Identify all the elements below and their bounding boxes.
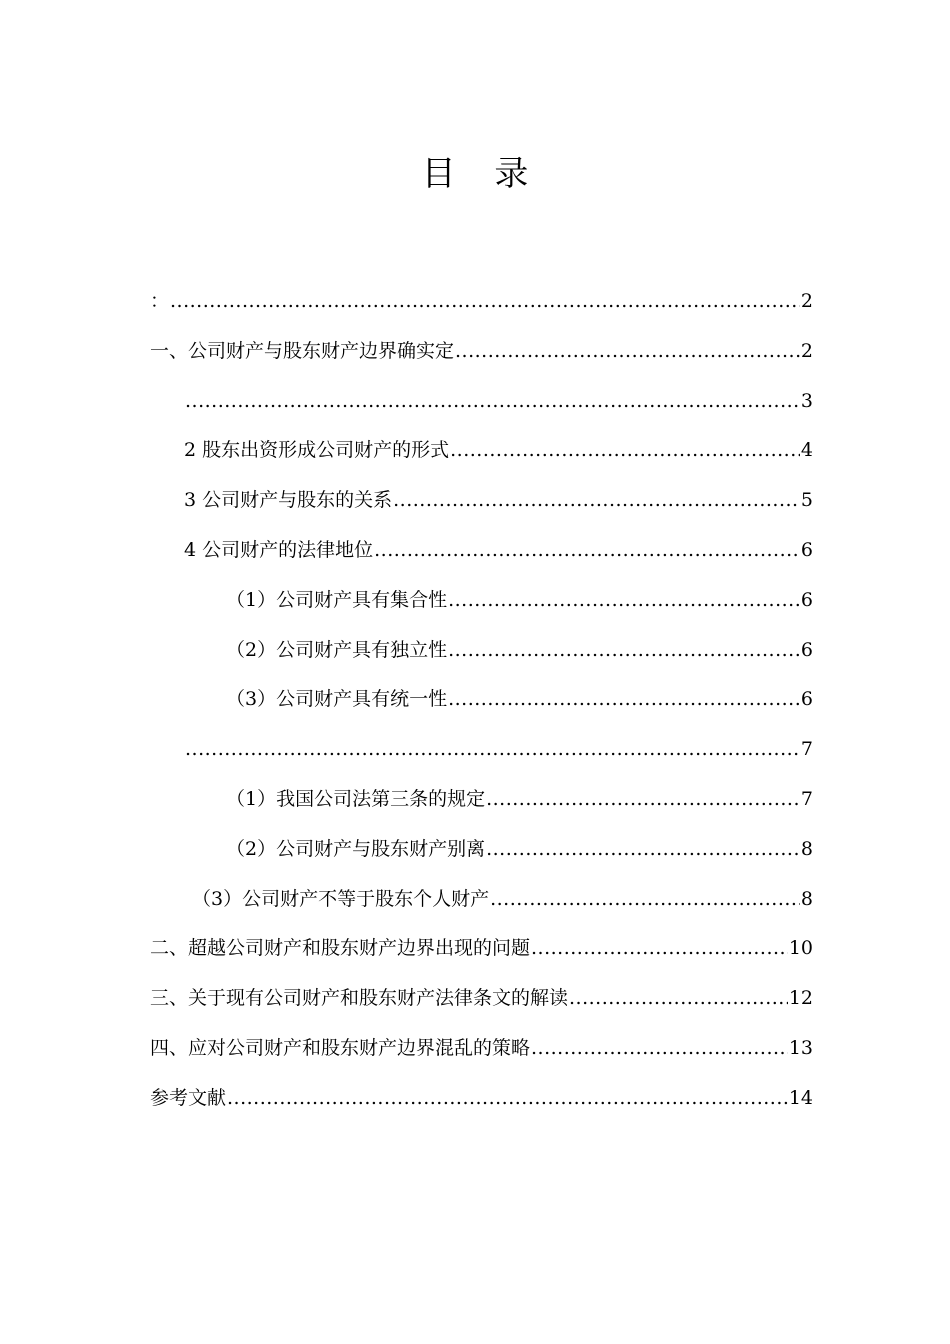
toc-dot-leader	[185, 725, 800, 775]
toc-dot-leader	[448, 576, 800, 626]
toc-entry-label: 二、超越公司财产和股东财产边界出现的问题	[150, 937, 531, 960]
toc-entry[interactable]	[150, 1074, 813, 1124]
toc-entry-label: 四、应对公司财产和股东财产边界混乱的策略	[150, 1036, 531, 1059]
toc-entry[interactable]	[150, 626, 813, 676]
toc-dot-leader	[448, 675, 800, 725]
toc-entry[interactable]	[150, 277, 813, 327]
toc-entry[interactable]	[150, 377, 813, 427]
toc-entry-label: ：	[150, 290, 170, 312]
toc-entry-page: 7	[800, 787, 813, 810]
toc-entry[interactable]	[150, 924, 813, 974]
toc-entry-label: （3）公司财产不等于股东个人财产	[192, 887, 490, 910]
toc-entry[interactable]	[150, 1024, 813, 1074]
toc-entry-label: （2）公司财产与股东财产别离	[226, 837, 486, 860]
toc-entry[interactable]	[150, 974, 813, 1024]
toc-entry[interactable]	[150, 875, 813, 925]
toc-entry[interactable]	[150, 426, 813, 476]
toc-entry-label: 2 股东出资形成公司财产的形式	[184, 439, 450, 462]
toc-entry-label: 三、关于现有公司财产和股东财产法律条文的解读	[150, 987, 569, 1010]
toc-entry-label: 参考文献	[150, 1086, 227, 1109]
toc-entry-page: 8	[800, 887, 813, 910]
toc-dot-leader	[531, 1024, 788, 1074]
toc-dot-leader	[374, 526, 800, 576]
toc-entry-page: 6	[800, 688, 813, 711]
toc-title: 目 录	[421, 154, 543, 194]
toc-dot-leader	[227, 1074, 788, 1124]
toc-dot-leader	[450, 426, 800, 476]
toc-entry-page: 2	[800, 290, 813, 312]
toc-entry-page: 8	[800, 837, 813, 860]
toc-dot-leader	[455, 327, 800, 377]
toc-entry[interactable]	[150, 825, 813, 875]
toc-entry-page: 6	[800, 538, 813, 561]
toc-entry-label: 3 公司财产与股东的关系	[184, 489, 393, 512]
toc-dot-leader	[569, 974, 788, 1024]
toc-entry[interactable]	[150, 675, 813, 725]
toc-dot-leader	[393, 476, 800, 526]
toc-entry-page: 7	[800, 738, 813, 761]
toc-entry-label: （1）我国公司法第三条的规定	[226, 787, 486, 810]
toc-entry-page: 10	[788, 937, 813, 960]
toc-entry[interactable]	[150, 526, 813, 576]
toc-entry-page: 5	[800, 489, 813, 512]
toc-dot-leader	[185, 377, 800, 427]
toc-entry-label: （2）公司财产具有独立性	[226, 638, 448, 661]
toc-entry-label: （1）公司财产具有集合性	[226, 588, 448, 611]
toc-entry-label: （3）公司财产具有统一性	[226, 688, 448, 711]
toc-dot-leader	[170, 277, 800, 327]
toc-entry-page: 4	[800, 439, 813, 462]
toc-entry[interactable]	[150, 576, 813, 626]
toc-entry-page: 6	[800, 588, 813, 611]
toc-dot-leader	[486, 825, 800, 875]
toc-entry-label: 4 公司财产的法律地位	[184, 538, 374, 561]
toc-entry-page: 2	[800, 339, 813, 362]
toc-list	[150, 277, 813, 1124]
toc-dot-leader	[448, 626, 800, 676]
toc-entry[interactable]	[150, 725, 813, 775]
toc-entry[interactable]	[150, 775, 813, 825]
toc-entry[interactable]	[150, 327, 813, 377]
toc-entry-page: 14	[788, 1086, 813, 1109]
toc-dot-leader	[486, 775, 800, 825]
toc-dot-leader	[531, 924, 788, 974]
toc-entry-page: 12	[788, 987, 813, 1010]
toc-entry[interactable]	[150, 476, 813, 526]
toc-entry-page: 3	[800, 389, 813, 412]
toc-entry-label: 一、公司财产与股东财产边界确实定	[150, 339, 455, 362]
toc-entry-page: 6	[800, 638, 813, 661]
toc-entry-page: 13	[788, 1036, 813, 1059]
toc-dot-leader	[490, 875, 800, 925]
